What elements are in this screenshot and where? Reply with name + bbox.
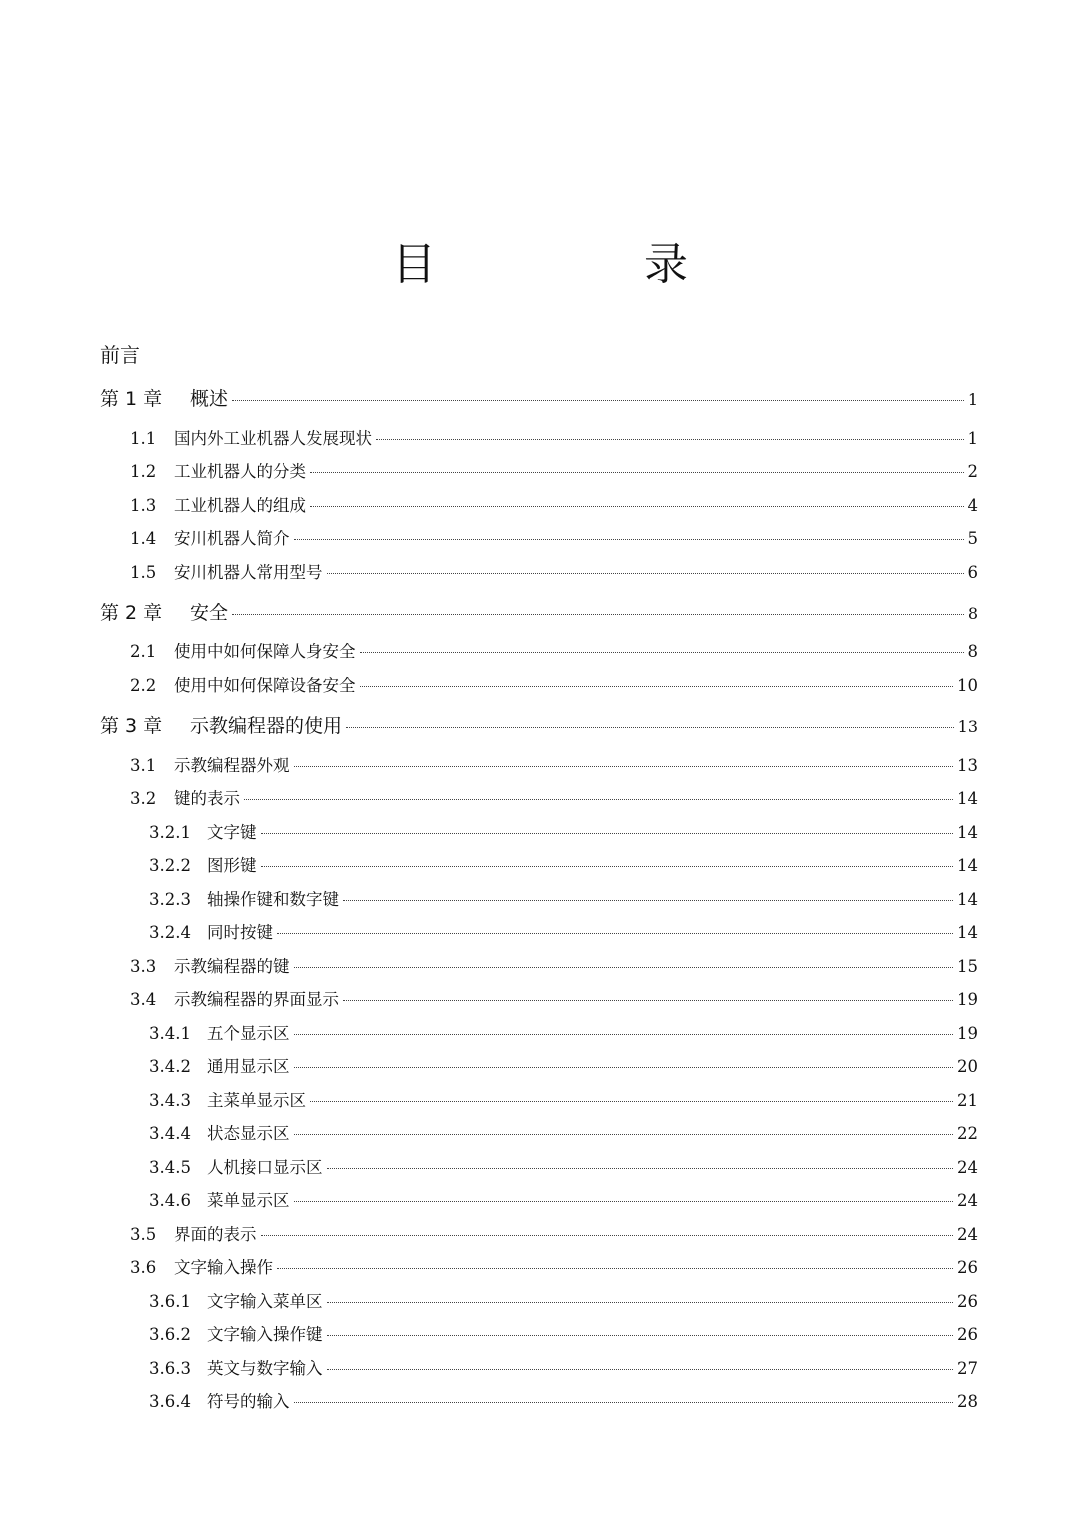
toc-entry[interactable] [130,458,978,488]
toc-entry-label: 国内外工业机器人发展现状 [174,429,372,448]
toc-entry-number: 3.4.3 [149,1091,191,1110]
toc-entry-number: 第 1 章 [100,388,163,410]
toc-entry[interactable] [149,852,978,882]
toc-entry-page: 28 [957,1392,978,1411]
dot-leader [310,506,964,507]
toc-entry-number: 第 3 章 [100,715,163,737]
toc-entry[interactable] [100,711,978,741]
toc-entry-number: 3.2.1 [149,823,191,842]
toc-entry-label: 使用中如何保障人身安全 [174,642,356,661]
toc-entry-page: 26 [957,1258,978,1277]
dot-leader [244,799,953,800]
toc-entry[interactable] [149,1087,978,1117]
toc-entry-page: 14 [957,923,978,942]
toc-entry-number: 3.5 [130,1225,157,1244]
dot-leader [310,1101,953,1102]
toc-entry-label: 界面的表示 [174,1225,257,1244]
toc-entry-number: 1.1 [130,429,157,448]
dot-leader [294,967,954,968]
toc-entry-number: 3.6.4 [149,1392,191,1411]
dot-leader [261,866,954,867]
toc-entry-label: 文字键 [207,823,257,842]
toc-entry-page: 13 [957,717,978,736]
toc-entry-page: 19 [957,990,978,1009]
dot-leader [294,539,964,540]
toc-entry-page: 10 [957,676,978,695]
dot-leader [277,933,953,934]
toc-entry-number: 3.6 [130,1258,157,1277]
toc-entry-label: 键的表示 [174,789,240,808]
dot-leader [343,1000,953,1001]
toc-entry-page: 5 [967,529,978,548]
toc-entry[interactable] [130,672,978,702]
toc-entry-page: 13 [957,756,978,775]
toc-entry-label: 人机接口显示区 [207,1158,323,1177]
toc-entry[interactable] [130,425,978,455]
toc-entry[interactable] [149,1120,978,1150]
dot-leader [294,1067,954,1068]
toc-entry[interactable] [149,886,978,916]
toc-entry-number: 3.6.2 [149,1325,191,1344]
toc-entry[interactable] [130,559,978,589]
toc-entry-label: 示教编程器外观 [174,756,290,775]
toc-entry-page: 26 [957,1325,978,1344]
toc-entry-label: 安全 [190,602,229,624]
toc-entry-number: 3.2.4 [149,923,191,942]
dot-leader [232,400,964,401]
dot-leader [327,1369,954,1370]
toc-entry-page: 15 [957,957,978,976]
toc-entry-number: 3.2.2 [149,856,191,875]
toc-entry-label: 状态显示区 [207,1124,290,1143]
toc-entry-number: 1.3 [130,496,157,515]
toc-entry-number: 3.4.4 [149,1124,191,1143]
toc-entry-page: 8 [967,604,978,623]
toc-entry[interactable] [149,1355,978,1385]
toc-title: 目 录 [392,239,770,290]
toc-entry-number: 1.4 [130,529,157,548]
toc-entry-page: 14 [957,823,978,842]
toc-entry-page: 21 [957,1091,978,1110]
toc-entry[interactable] [149,1020,978,1050]
toc-entry-number: 3.4 [130,990,157,1009]
toc-entry-page: 6 [967,563,978,582]
toc-entry[interactable] [100,384,978,414]
dot-leader [360,686,954,687]
dot-leader [294,1134,954,1135]
toc-entry-page: 24 [957,1191,978,1210]
toc-entry[interactable] [149,1288,978,1318]
toc-entry[interactable] [149,1321,978,1351]
toc-entry-page: 2 [967,462,978,481]
toc-entry-label: 符号的输入 [207,1392,290,1411]
toc-entry-number: 3.6.1 [149,1292,191,1311]
toc-entry-page: 27 [957,1359,978,1378]
toc-entry[interactable] [130,1254,978,1284]
toc-entry-label: 工业机器人的组成 [174,496,306,515]
toc-entry-page: 20 [957,1057,978,1076]
toc-entry-label: 菜单显示区 [207,1191,290,1210]
toc-entry[interactable] [100,598,978,628]
dot-leader [343,900,953,901]
dot-leader [277,1268,953,1269]
toc-entry[interactable] [149,1187,978,1217]
dot-leader [294,1034,954,1035]
toc-entry[interactable] [149,1053,978,1083]
toc-entry-page: 14 [957,789,978,808]
dot-leader [294,766,954,767]
toc-entry-page: 1 [967,390,978,409]
toc-entry-number: 3.2.3 [149,890,191,909]
dot-leader [346,727,954,728]
toc-entry[interactable] [130,525,978,555]
toc-entry-page: 26 [957,1292,978,1311]
toc-entry-page: 22 [957,1124,978,1143]
dot-leader [310,472,964,473]
toc-entry-label: 图形键 [207,856,257,875]
toc-entry-number: 2.2 [130,676,157,695]
toc-entry-number: 1.5 [130,563,157,582]
toc-entry-label: 工业机器人的分类 [174,462,306,481]
dot-leader [294,1201,954,1202]
dot-leader [327,1335,954,1336]
toc-entry-number: 3.4.2 [149,1057,191,1076]
toc-entry-label: 示教编程器的键 [174,957,290,976]
toc-entry-page: 1 [967,429,978,448]
toc-entry-page: 24 [957,1225,978,1244]
toc-entry[interactable] [149,819,978,849]
toc-entry-label: 安川机器人常用型号 [174,563,323,582]
toc-entry-number: 3.3 [130,957,157,976]
toc-entry-label: 文字输入操作键 [207,1325,323,1344]
toc-entry-number: 3.2 [130,789,157,808]
dot-leader [261,833,954,834]
toc-entry-label: 安川机器人简介 [174,529,290,548]
toc-entry[interactable] [149,1388,978,1418]
toc-entry-page: 19 [957,1024,978,1043]
toc-entry-label: 文字输入菜单区 [207,1292,323,1311]
toc-entry-number: 3.4.6 [149,1191,191,1210]
toc-entry-label: 通用显示区 [207,1057,290,1076]
toc-entry-number: 2.1 [130,642,157,661]
toc-entry[interactable] [149,1154,978,1184]
dot-leader [294,1402,954,1403]
toc-entry[interactable] [130,986,978,1016]
toc-entry-page: 14 [957,856,978,875]
toc-entry-label: 文字输入操作 [174,1258,273,1277]
toc-entry-label: 概述 [190,388,229,410]
dot-leader [327,573,964,574]
toc-preface[interactable]: 前言 [100,343,140,367]
toc-entry-number: 1.2 [130,462,157,481]
toc-entry-page: 8 [967,642,978,661]
toc-entry-label: 英文与数字输入 [207,1359,323,1378]
toc-entry-label: 使用中如何保障设备安全 [174,676,356,695]
toc-entry-page: 24 [957,1158,978,1177]
toc-entry-label: 同时按键 [207,923,273,942]
dot-leader [232,614,964,615]
toc-entry[interactable] [130,752,978,782]
toc-entry-number: 3.6.3 [149,1359,191,1378]
toc-entry[interactable] [149,919,978,949]
toc-entry[interactable] [130,953,978,983]
toc-entry-label: 示教编程器的使用 [190,715,343,737]
toc-entry-label: 五个显示区 [207,1024,290,1043]
toc-entry[interactable] [130,638,978,668]
toc-entry-label: 主菜单显示区 [207,1091,306,1110]
toc-entry[interactable] [130,1221,978,1251]
toc-entry-label: 轴操作键和数字键 [207,890,339,909]
dot-leader [327,1168,954,1169]
toc-entry[interactable] [130,785,978,815]
dot-leader [360,652,964,653]
toc-entry-number: 第 2 章 [100,602,163,624]
toc-entry-page: 4 [967,496,978,515]
toc-entry-number: 3.1 [130,756,157,775]
toc-entry-page: 14 [957,890,978,909]
dot-leader [261,1235,954,1236]
toc-entry-number: 3.4.5 [149,1158,191,1177]
toc-entry-label: 示教编程器的界面显示 [174,990,339,1009]
dot-leader [327,1302,954,1303]
toc-entry-number: 3.4.1 [149,1024,191,1043]
toc-entry[interactable] [130,492,978,522]
dot-leader [376,439,964,440]
